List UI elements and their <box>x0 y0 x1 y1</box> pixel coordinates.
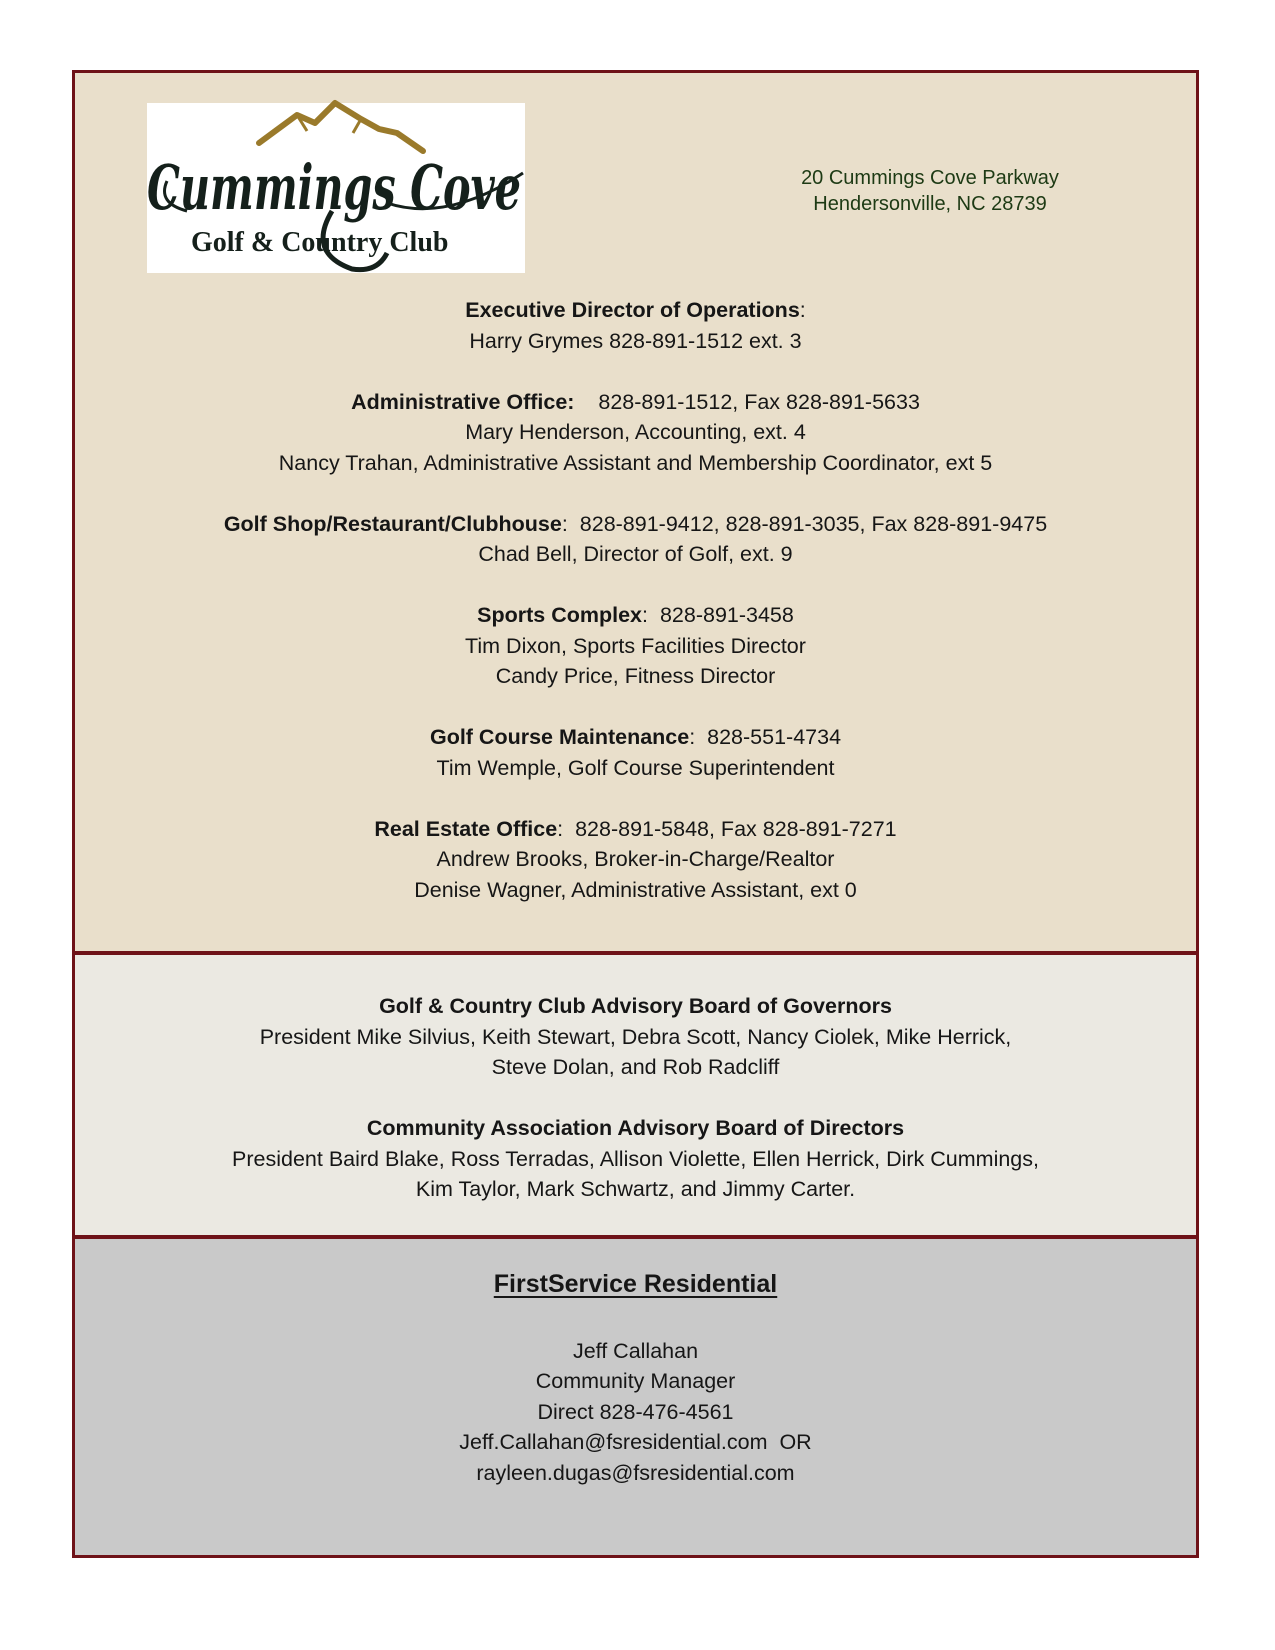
contact-line: Harry Grymes 828-891-1512 ext. 3 <box>469 328 802 353</box>
section-heading: Sports Complex <box>477 603 643 627</box>
club-address <box>750 165 1110 217</box>
management-title: FirstService Residential <box>493 1270 778 1298</box>
section-heading: Administrative Office: <box>351 389 575 414</box>
section-phone: : 828-891-3458 <box>642 603 794 627</box>
management-company-panel <box>72 1236 1199 1558</box>
section-phone: : 828-891-9412, 828-891-3035, Fax 828-891-9475 <box>561 511 1048 536</box>
section-heading: Golf Course Maintenance <box>429 725 690 749</box>
section-heading: Executive Director of Operations <box>465 298 800 322</box>
manager-role: Community Manager <box>535 1369 736 1393</box>
board-heading: Community Association Advisory Board of Directors <box>366 1116 905 1140</box>
logo-script-text: Cummings Cove <box>147 151 521 224</box>
board-members-line: President Mike Silvius, Keith Stewart, Debra Scott, Nancy Ciolek, Mike Herrick, <box>259 1024 1012 1049</box>
address-street: 20 Cummings Cove Parkway <box>801 167 1059 189</box>
contact-golf-course-maintenance <box>75 722 1196 783</box>
board-members-line: President Baird Blake, Ross Terradas, Allison Violette, Ellen Herrick, Dirk Cummings, <box>232 1146 1039 1171</box>
mountain-outline-icon <box>259 103 423 151</box>
contact-administrative-office <box>75 387 1196 479</box>
contact-line: Candy Price, Fitness Director <box>495 664 776 688</box>
contact-golf-shop <box>75 509 1196 570</box>
contact-line: Andrew Brooks, Broker-in-Charge/Realtor <box>436 847 835 871</box>
contact-executive-director <box>75 295 1196 356</box>
address-city: Hendersonville, NC 28739 <box>813 193 1047 215</box>
board-members-line: Steve Dolan, and Rob Radcliff <box>491 1055 780 1079</box>
contact-sports-complex <box>75 600 1196 692</box>
board-of-directors <box>75 1113 1196 1205</box>
alternate-email: rayleen.dugas@fsresidential.com <box>476 1460 795 1485</box>
advisory-boards <box>75 991 1196 1235</box>
contact-line: Nancy Trahan, Administrative Assistant and Membership Coordinator, ext 5 <box>278 450 993 475</box>
advisory-boards-panel <box>72 952 1199 1238</box>
contact-line: Mary Henderson, Accounting, ext. 4 <box>465 420 806 444</box>
contact-line: Chad Bell, Director of Golf, ext. 9 <box>478 542 793 566</box>
logo-subtitle-text: Golf & Country Club <box>191 227 449 258</box>
management-contact <box>75 1269 1196 1488</box>
contact-line: Denise Wagner, Administrative Assistant, ext 0 <box>414 877 857 902</box>
section-phone: : 828-891-5848, Fax 828-891-7271 <box>557 816 897 841</box>
cummings-cove-logo <box>147 103 525 273</box>
manager-name: Jeff Callahan <box>572 1338 699 1363</box>
department-contacts <box>75 295 1196 936</box>
contact-line: Tim Wemple, Golf Course Superintendent <box>436 755 835 780</box>
logo-graphic <box>147 103 525 273</box>
section-phone: : <box>799 298 806 322</box>
section-phone: 828-891-1512, Fax 828-891-5633 <box>574 389 920 414</box>
manager-email: Jeff.Callahan@fsresidential.com OR <box>459 1430 812 1454</box>
board-of-governors <box>75 991 1196 1083</box>
section-phone: : 828-551-4734 <box>689 725 842 749</box>
manager-phone: Direct 828-476-4561 <box>537 1399 734 1424</box>
club-contacts-panel <box>72 70 1199 954</box>
section-heading: Real Estate Office <box>374 816 558 841</box>
section-heading: Golf Shop/Restaurant/Clubhouse <box>223 511 562 536</box>
contact-real-estate-office <box>75 814 1196 906</box>
board-members-line: Kim Taylor, Mark Schwartz, and Jimmy Carter. <box>415 1177 856 1201</box>
board-heading: Golf & Country Club Advisory Board of Governors <box>379 994 892 1018</box>
contact-line: Tim Dixon, Sports Facilities Director <box>465 633 806 658</box>
